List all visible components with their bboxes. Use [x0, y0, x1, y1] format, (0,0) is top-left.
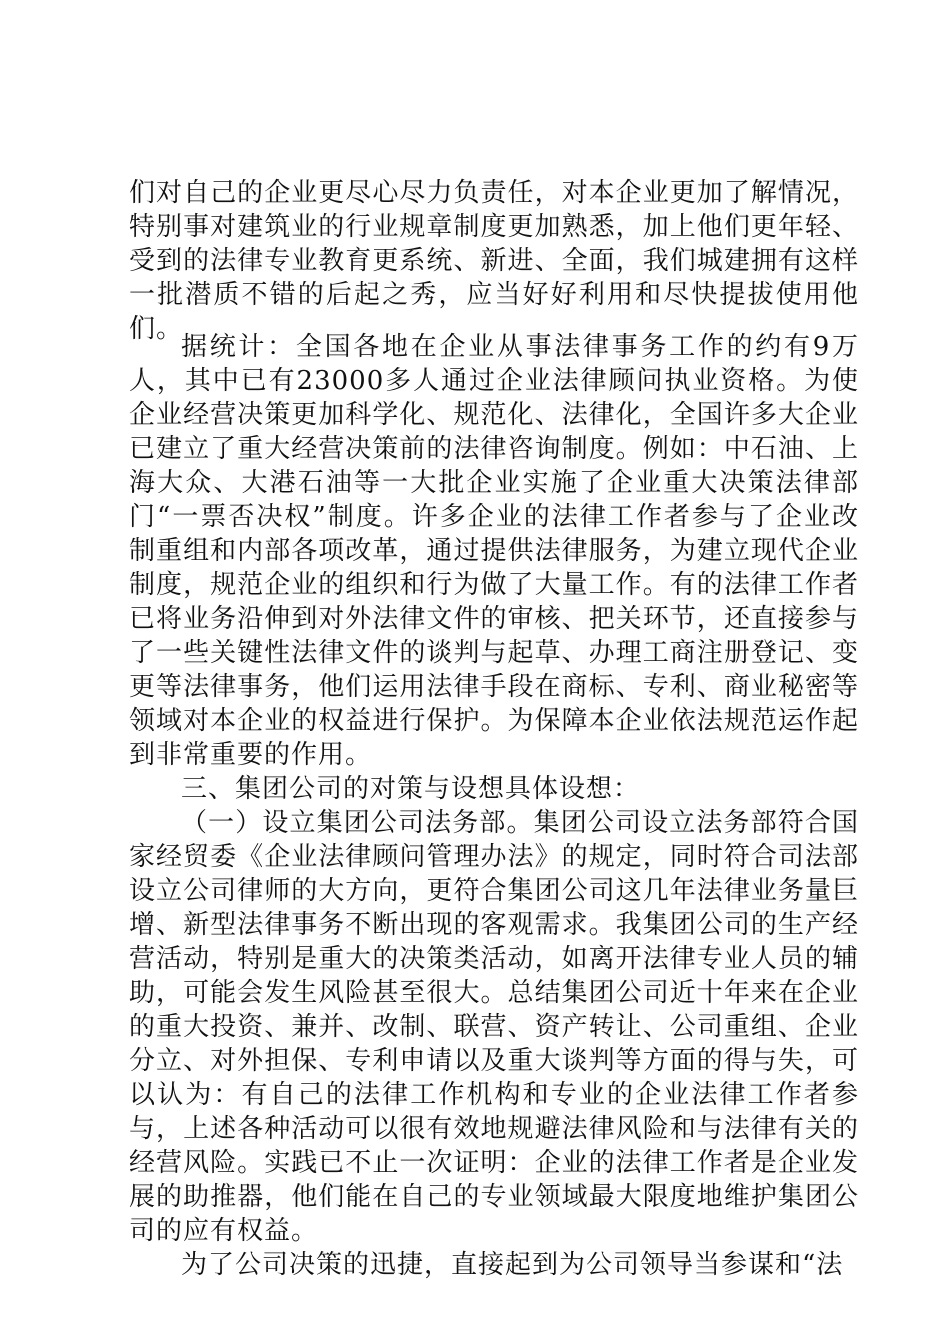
- text-block-top: [129, 176, 859, 346]
- paragraph-legal-department: （一）设立集团公司法务部。集团公司设立法务部符合国家经贸委《企业法律顾问管理办法》的规定，同时符合司法部设立公司律师的大方向，更符合集团公司这几年法律业务量巨增、新型法律事务不断出现的客观需求。我集团公司的生产经营活动，特别是重大的决策类活动，如离开法律专业人员的辅助，可能会发生风险甚至很大。总结集团公司近十年来在企业的重大投资、兼并、改制、联营、资产转让、公司重组、企业分立、对外担保、专利申请以及重大谈判等方面的得与失，可以认为：有自己的法律工作机构和专业的企业法律工作者参与，上述各种活动可以很有效地规避法律风险和与法律有关的经营风险。实践已不止一次证明：企业的法律工作者是企业发展的助推器，他们能在自己的专业领域最大限度地维护集团公司的应有权益。: [129, 808, 859, 1246]
- paragraph-statistics: 据统计：全国各地在企业从事法律事务工作的约有9万人，其中已有23000多人通过企业法律顾问执业资格。为使企业经营决策更加科学化、规范化、法律化，全国许多大企业已建立了重大经营决策前的法律咨询制度。例如：中石油、上海大众、大港石油等一大批企业实施了企业重大决策法律部门“一票否决权”制度。许多企业的法律工作者参与了企业改制重组和内部各项改革，通过提供法律服务，为建立现代企业制度，规范企业的组织和行为做了大量工作。有的法律工作者已将业务沿伸到对外法律文件的审核、把关环节，还直接参与了一些关键性法律文件的谈判与起草、办理工商注册登记、变更等法律事务，他们运用法律手段在商标、专利、商业秘密等领域对本企业的权益进行保护。为保障本企业依法规范运作起到非常重要的作用。: [129, 332, 859, 770]
- text-block-main: [129, 330, 859, 1282]
- paragraph-continuation: 们对自己的企业更尽心尽力负责任，对本企业更加了解情况，特别事对建筑业的行业规章制度更加熟悉，加上他们更年轻、受到的法律专业教育更系统、新进、全面，我们城建拥有这样一批潜质不错的后起之秀，应当好好利用和尽快提拔使用他们。: [129, 178, 859, 344]
- paragraph-decision: 为了公司决策的迅捷，直接起到为公司领导当参谋和“法: [181, 1250, 844, 1280]
- section-heading: 三、集团公司的对策与设想具体设想：: [181, 774, 641, 804]
